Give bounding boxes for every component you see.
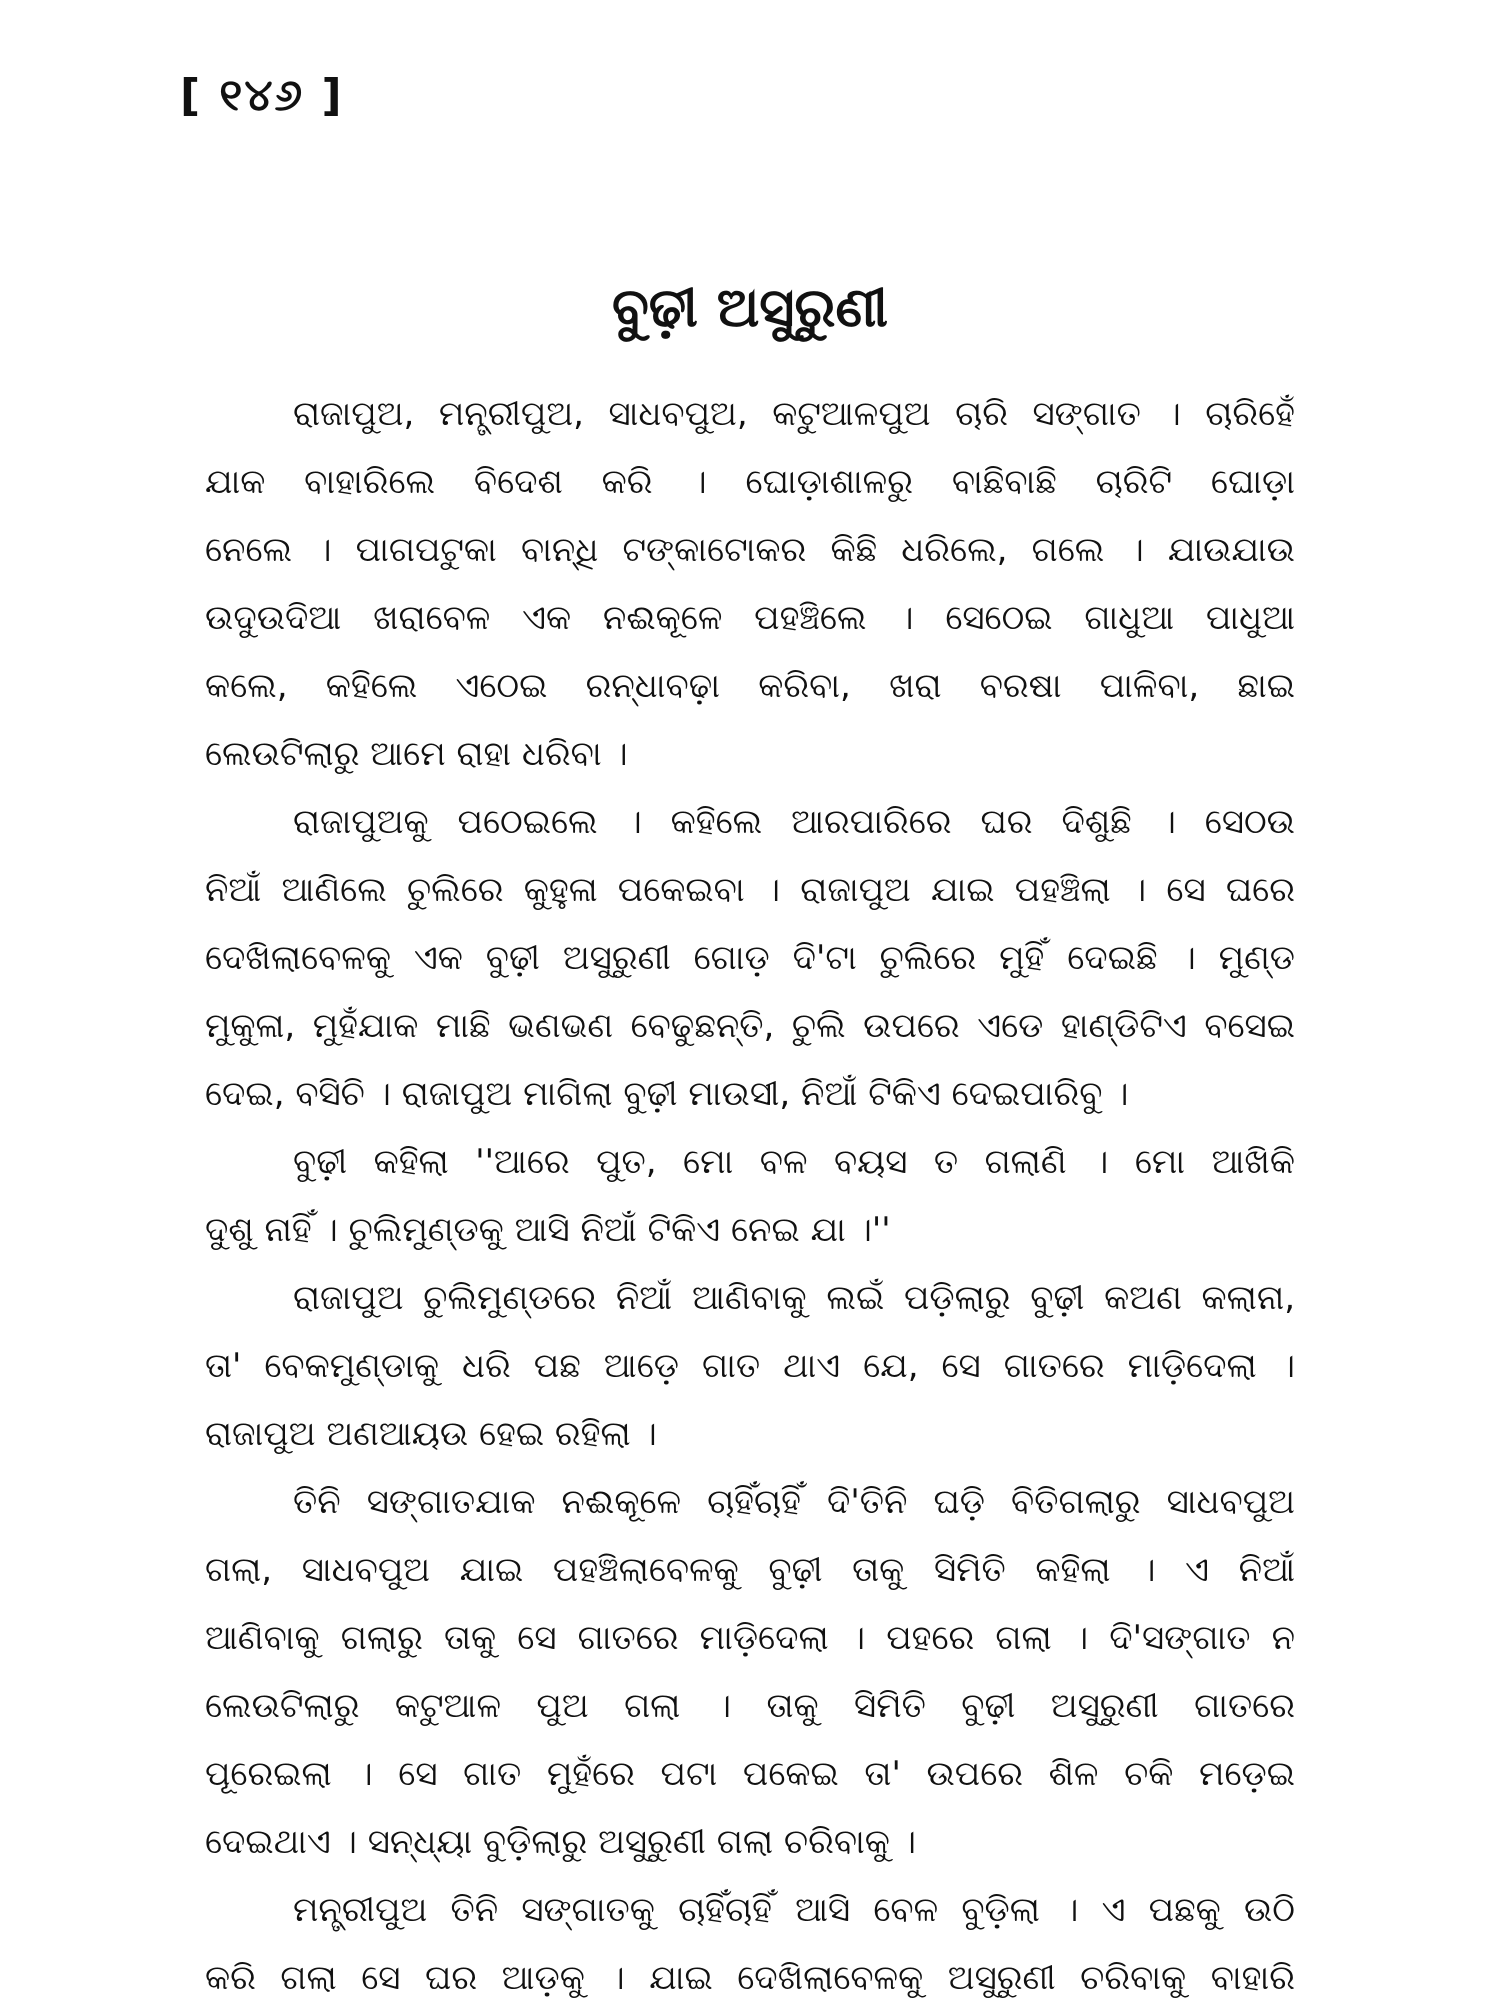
text-line: ଦୁଶୁ ନାହିଁ । ଚୁଲିମୁଣ୍ଡକୁ ଆସି ନିଆଁ ଟିକିଏ ନେଇ ଯା ।'' [205,1210,891,1250]
text-line: କଲେ, କହିଲେ ଏଠେଇ ରନ୍ଧାବଢ଼ା କରିବା, ଖରା ବରଷା ପାଳିବା, ଛାଇ [205,666,1295,706]
story-body [205,380,1295,2012]
text-line: ଲେଉଟିଲାରୁ କଟୁଆଳ ପୁଅ ଗଲା । ତାକୁ ସିମିତି ବୁଢ଼ୀ ଅସୁରୁଣୀ ଗାତରେ [205,1686,1295,1726]
text-line: ଦେଖିଲାବେଳକୁ ଏକ ବୁଢ଼ୀ ଅସୁରୁଣୀ ଗୋଡ଼ ଦି'ଟା ଚୁଲିରେ ମୁହିଁ ଦେଇଛି । ମୁଣ୍ଡ [205,938,1295,978]
text-line: ଗଲା, ସାଧବପୁଅ ଯାଇ ପହଞ୍ଚିଲାବେଳକୁ ବୁଢ଼ୀ ତାକୁ ସିମିତି କହିଲା । ଏ ନିଆଁ [205,1550,1295,1590]
text-line: ଆଣିବାକୁ ଗଲାରୁ ତାକୁ ସେ ଗାତରେ ମାଡ଼ିଦେଲା । ପହରେ ଗଲା । ଦି'ସଙ୍ଗାତ ନ [205,1618,1295,1658]
text-line: ଲେଉଟିଲାରୁ ଆମେ ରାହା ଧରିବା । [205,734,628,774]
text-line: କରି ଗଲା ସେ ଘର ଆଡ଼କୁ । ଯାଇ ଦେଖିଲାବେଳକୁ ଅସୁରୁଣୀ ଚରିବାକୁ ବାହାରି [205,1958,1295,1998]
text-line: ବୁଢ଼ୀ କହିଲା ''ଆରେ ପୁତ, ମୋ ବଳ ବୟସ ତ ଗଲାଣି । ମୋ ଆଖିକି [293,1142,1295,1182]
text-line: ତିନି ସଙ୍ଗାତଯାକ ନଈକୂଳେ ଚାହିଁଚାହିଁ ଦି'ତିନି ଘଡ଼ି ବିତିଗଲାରୁ ସାଧବପୁଅ [293,1482,1295,1522]
text-line: ନେଲେ । ପାଗପଟୁକା ବାନ୍ଧି ଟଙ୍କାଟୋକର କିଛି ଧରିଲେ, ଗଲେ । ଯାଉଯାଉ [205,530,1295,570]
text-line: ନିଆଁ ଆଣିଲେ ଚୁଲିରେ କୁହୁଳା ପକେଇବା । ରାଜାପୁଅ ଯାଇ ପହଞ୍ଚିଲା । ସେ ଘରେ [205,870,1295,910]
text-line: ରାଜାପୁଅ ଅଣଆୟଉ ହେଇ ରହିଲା । [205,1414,657,1454]
text-line: ତା' ବେକମୁଣ୍ଡାକୁ ଧରି ପଛ ଆଡ଼େ ଗାତ ଥାଏ ଯେ, ସେ ଗାତରେ ମାଡ଼ିଦେଲା । [205,1346,1295,1386]
text-line: ରାଜାପୁଅ ଚୁଲିମୁଣ୍ଡରେ ନିଆଁ ଆଣିବାକୁ ଲଇଁ ପଡ଼ିଲାରୁ ବୁଢ଼ୀ କଅଣ କଲାନା, [293,1278,1295,1318]
story-title: ବୁଢ଼ୀ ଅସୁରୁଣୀ [611,276,889,339]
text-line: ପୂରେଇଲା । ସେ ଗାତ ମୁହଁରେ ପଟା ପକେଇ ତା' ଉପରେ ଶିଳ ଚକି ମଡ଼େଇ [205,1754,1295,1794]
text-line: ଦେଇ, ବସିଚି । ରାଜାପୁଅ ମାଗିଲା ବୁଢ଼ୀ ମାଉସୀ, ନିଆଁ ଟିକିଏ ଦେଇପାରିବୁ । [205,1074,1129,1114]
text-line: ରାଜାପୁଅ, ମନ୍ତ୍ରୀପୁଅ, ସାଧବପୁଅ, କଟୁଆଳପୁଅ ଚାରି ସଙ୍ଗାତ । ଚାରିହେଁ [293,394,1295,434]
text-line: ଯାକ ବାହାରିଲେ ବିଦେଶ କରି । ଘୋଡ଼ାଶାଳରୁ ବାଛିବାଛି ଚାରିଟି ଘୋଡ଼ା [205,462,1295,502]
text-line: ମୁକୁଳା, ମୁହଁଯାକ ମାଛି ଭଣଭଣ ବେଢୁଛନ୍ତି, ଚୁଲି ଉପରେ ଏଡେ ହାଣ୍ଡିଟିଏ ବସେଇ [205,1006,1295,1046]
text-line: ଉଦୁଉଦିଆ ଖରାବେଳ ଏକ ନଈକୂଳେ ପହଞ୍ଚିଲେ । ସେଠେଇ ଗାଧୁଆ ପାଧୁଆ [205,598,1295,638]
text-line: ଦେଇଥାଏ । ସନ୍ଧ୍ୟା ବୁଡ଼ିଲାରୁ ଅସୁରୁଣୀ ଗଲା ଚରିବାକୁ । [205,1822,917,1862]
page-number: [ ୧୪୬ ] [180,70,344,121]
text-line: ମନ୍ତ୍ରୀପୁଅ ତିନି ସଙ୍ଗାତକୁ ଚାହିଁଚାହିଁ ଆସି ବେଳ ବୁଡ଼ିଲା । ଏ ପଛକୁ ଉଠି [293,1890,1295,1930]
text-line: ରାଜାପୁଅକୁ ପଠେଇଲେ । କହିଲେ ଆରପାରିରେ ଘର ଦିଶୁଛି । ସେଠଉ [293,802,1295,842]
